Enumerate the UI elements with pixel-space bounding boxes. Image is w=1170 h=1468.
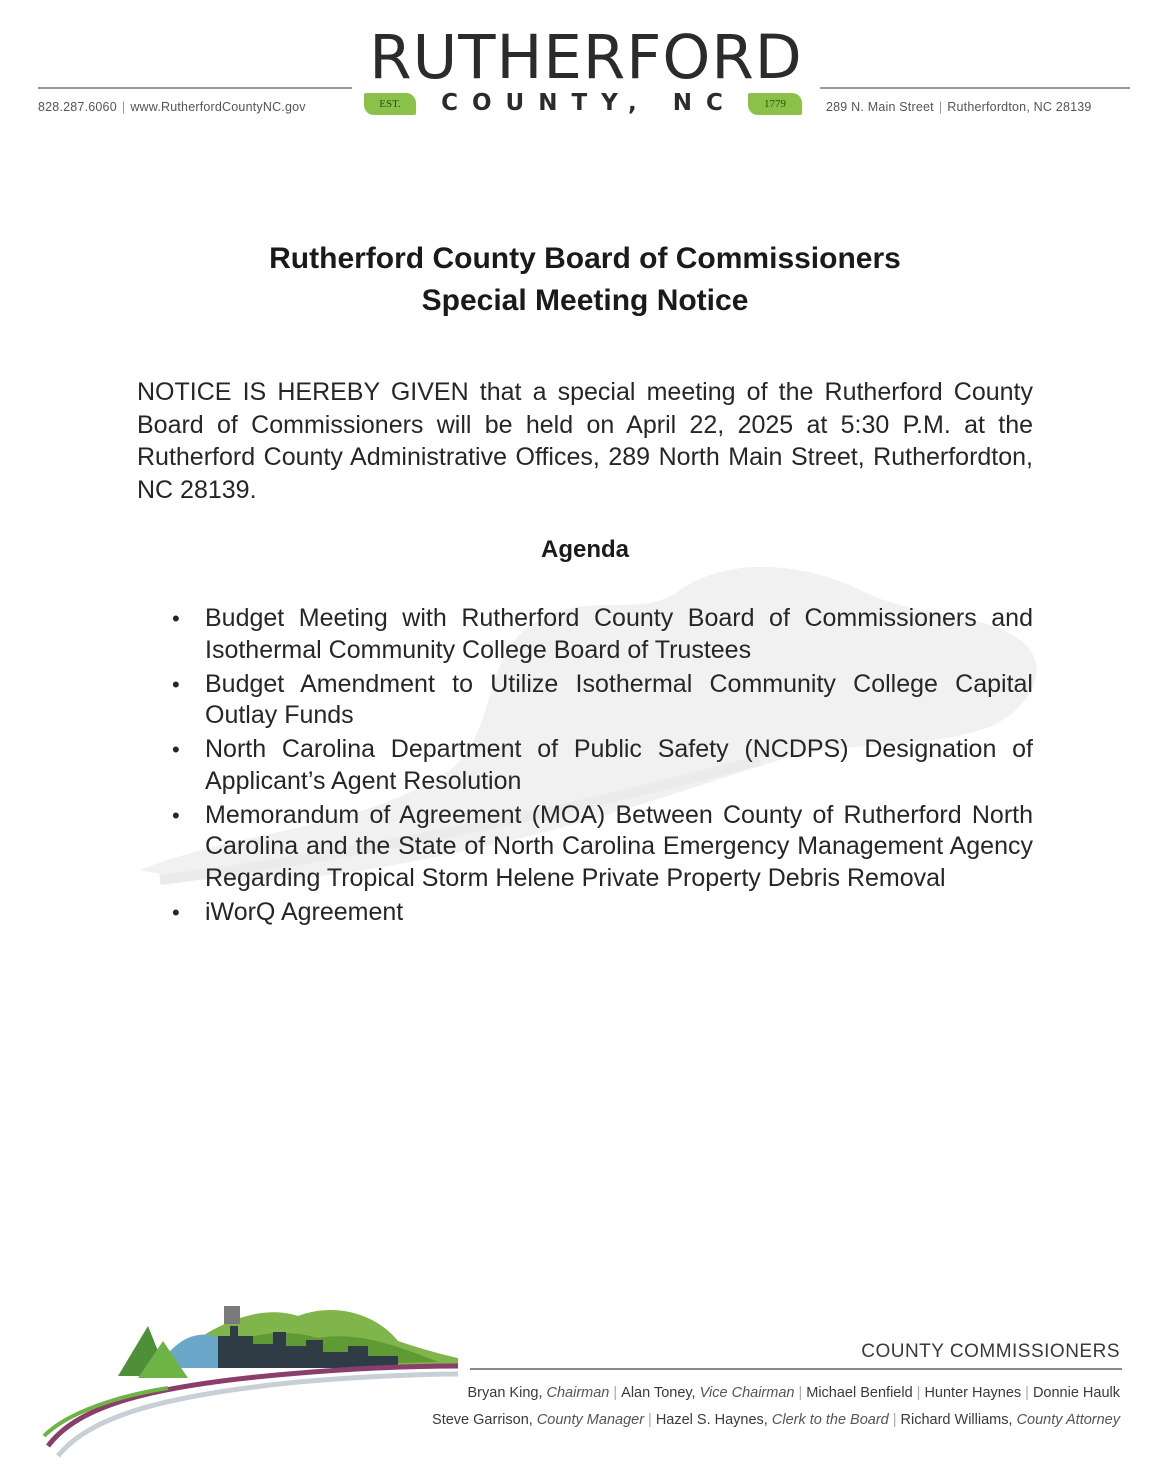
commissioner-name: Bryan King, [467, 1385, 543, 1401]
header-rule-right [820, 87, 1130, 89]
header-rule-left [38, 87, 352, 89]
separator: | [1025, 1385, 1029, 1401]
separator: | [121, 100, 126, 114]
separator: | [916, 1385, 921, 1401]
county-commissioners-title: COUNTY COMMISSIONERS [861, 1341, 1120, 1362]
commissioner-name: Donnie Haulk [1032, 1385, 1120, 1401]
staff-role: County Manager [536, 1412, 645, 1428]
agenda-item [172, 669, 1033, 732]
agenda-item-text: North Carolina Department of Public Safety (NCDPS) Designation of Applicant’s Agent Resolution [205, 735, 1033, 795]
commissioner-role: Vice Chairman [699, 1385, 795, 1401]
city-address: Rutherfordton, NC 28139 [947, 100, 1092, 114]
bullet-icon: • [172, 737, 180, 762]
staff-name: Hazel S. Haynes, [655, 1412, 768, 1428]
separator: | [938, 100, 943, 114]
agenda-item-text: iWorQ Agreement [205, 897, 404, 926]
commissioner-role: Chairman [546, 1385, 610, 1401]
agenda-item-text: Budget Amendment to Utilize Isothermal Community College Capital Outlay Funds [205, 669, 1033, 729]
agenda-item [172, 897, 1033, 929]
agenda-item-text: Budget Meeting with Rutherford County Board of Commissioners and Isothermal Community College Board of Trustees [205, 604, 1033, 664]
website-link[interactable]: www.RutherfordCountyNC.gov [130, 100, 306, 114]
county-landscape-logo-icon [38, 1296, 468, 1460]
staff-role: County Attorney [1016, 1412, 1120, 1428]
county-logo-subtitle: COUNTY, NC [441, 90, 737, 116]
commissioner-name: Alan Toney, [621, 1385, 696, 1401]
page-title: Rutherford County Board of Commissioners [269, 242, 901, 275]
agenda-list [172, 603, 1033, 931]
contact-right [826, 100, 1092, 114]
separator: | [613, 1385, 618, 1401]
logo-est-tag: EST. [364, 93, 416, 115]
phone-number: 828.287.6060 [38, 100, 117, 114]
agenda-heading: Agenda [540, 536, 629, 563]
notice-paragraph: NOTICE IS HEREBY GIVEN that a special meeting of the Rutherford County Board of Commissioners will be held on April 22, 2025 at 5:30 P.M. at the Rutherford County Administrative Offices, 289 North Main Street, Rutherfordton, NC 28139. [137, 378, 1033, 504]
staff-name: Steve Garrison, [432, 1412, 533, 1428]
bullet-icon: • [172, 802, 180, 828]
page-subtitle: Special Meeting Notice [421, 284, 749, 317]
agenda-item [172, 603, 1033, 666]
commissioner-name: Michael Benfield [806, 1385, 913, 1401]
bullet-icon: • [172, 606, 180, 631]
commissioner-name: Hunter Haynes [924, 1385, 1022, 1401]
staff-name: Richard Williams, [900, 1412, 1013, 1428]
bullet-icon: • [172, 671, 180, 697]
separator: | [798, 1385, 803, 1401]
separator: | [892, 1412, 897, 1428]
agenda-item [172, 800, 1033, 895]
agenda-item [172, 734, 1033, 797]
staff-role: Clerk to the Board [771, 1412, 889, 1428]
footer-rule [470, 1368, 1122, 1370]
contact-left [38, 100, 306, 114]
agenda-item-text: Memorandum of Agreement (MOA) Between County of Rutherford North Carolina and the State of North Carolina Emergency Management Agency Regarding Tropical Storm Helene Private Property Debris Removal [205, 800, 1033, 892]
staff-line [432, 1412, 1120, 1428]
commissioners-line [468, 1385, 1120, 1401]
bullet-icon: • [172, 899, 180, 925]
logo-year-tag: 1779 [748, 93, 802, 115]
street-address: 289 N. Main Street [826, 100, 934, 114]
county-logo-name: RUTHERFORD [369, 22, 803, 93]
separator: | [648, 1412, 652, 1428]
